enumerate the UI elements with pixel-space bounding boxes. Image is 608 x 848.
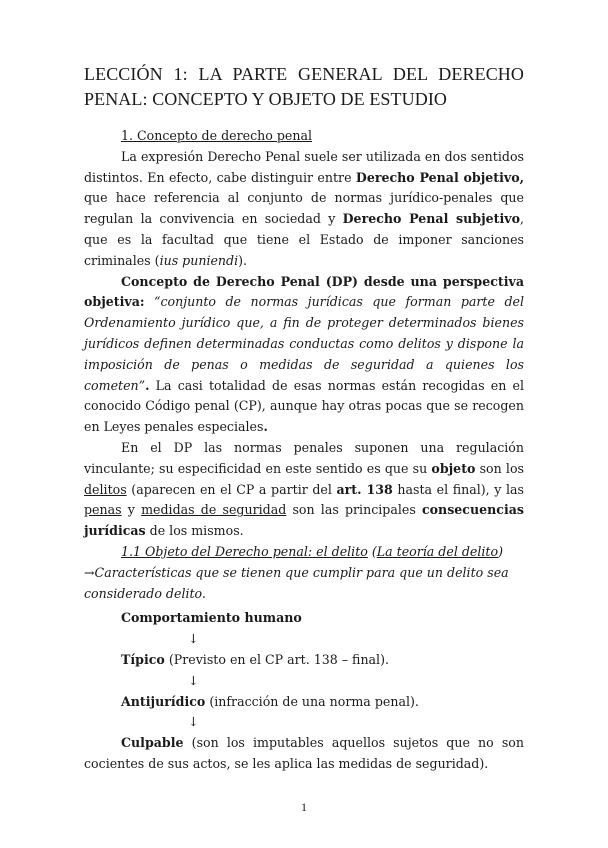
text-run: La casi totalidad de esas normas están recogidas en el conocido Código penal (CP), aunque hay otras pocas que se recogen en Leyes penales especiales — [84, 377, 524, 435]
subsection-description: →Características que se tienen que cumplir para que un delito sea considerado delito. — [84, 564, 509, 601]
text-run: (aparecen en el CP a partir del — [126, 481, 337, 497]
down-arrow-icon: ↓ — [188, 672, 199, 688]
section-1-heading: 1. Concepto de derecho penal — [121, 128, 312, 143]
step-unlawful — [84, 692, 524, 713]
bold-colon: : — [139, 294, 145, 310]
italic-term-ius-puniendi: ius puniendi — [159, 252, 239, 268]
step-label: Antijurídico — [121, 693, 206, 709]
down-arrow-icon: ↓ — [188, 631, 199, 647]
step-culpable — [84, 733, 524, 775]
step-label: Comportamiento humano — [121, 610, 302, 626]
document-body — [84, 126, 524, 775]
bold-term-objective: Derecho Penal objetivo, — [355, 169, 524, 185]
text-run: En el DP las normas penales suponen una regulación vinculante; su especificidad en este sentido es que su — [84, 439, 524, 476]
step-label: Culpable — [121, 735, 184, 751]
italic-definition-quote: “conjunto de normas jurídicas que forman parte del Ordenamiento jurídico que, a fin de proteger determinados bienes jurídicos definen determinadas conductas como delitos y dispone la imposición de penas o medidas de seguridad a quienes los cometen” — [84, 294, 524, 393]
bold-term-consequences: consecuencias jurídicas — [84, 502, 524, 539]
text-run: y — [121, 502, 142, 518]
section-heading — [84, 126, 524, 147]
step-label: Típico — [121, 651, 165, 667]
page-number: 1 — [301, 800, 307, 814]
text-run: son las principales — [286, 502, 422, 518]
underlined-term-delitos: delitos — [84, 481, 127, 497]
text-run: que hace referencia al conjunto de normas jurídico-penales que regulan la convivencia en sociedad y — [84, 190, 524, 227]
paragraph-definition — [84, 147, 524, 272]
step-desc: (son los imputables aquellos sujetos que no son cocientes de sus actos, se les aplica las medidas de seguridad). — [84, 735, 524, 771]
bold-term-subjective: Derecho Penal subjetivo — [342, 211, 520, 227]
subsection-1-1-heading: 1.1 Objeto del Derecho penal: el delito — [121, 543, 368, 559]
bold-concept-heading: Concepto de Derecho Penal (DP) desde una perspectiva objetiva — [84, 273, 524, 310]
underlined-term-penas: penas — [84, 502, 122, 518]
text-run: La expresión Derecho Penal suele ser utilizada en dos sentidos distintos. En efecto, cabe distinguir entre — [84, 148, 524, 185]
theory-of-crime-label: La teoría del delito — [376, 543, 499, 559]
step-typical — [84, 650, 524, 671]
text-run: ) — [498, 543, 503, 559]
step-behaviour — [84, 608, 524, 629]
subsection-heading — [84, 542, 524, 563]
text-run: , que es la facultad que tiene el Estado de imponer sanciones criminales ( — [84, 211, 524, 268]
text-run: de los mismos. — [145, 523, 244, 539]
text-run: son los — [475, 460, 524, 476]
bold-term-object: objeto — [431, 460, 476, 476]
bold-period: . — [145, 377, 150, 393]
bold-period: . — [263, 419, 268, 435]
paragraph-concept — [84, 272, 524, 438]
text-run: ). — [238, 252, 248, 268]
down-arrow-icon: ↓ — [188, 714, 199, 730]
step-desc: (Previsto en el CP art. 138 – final). — [164, 651, 390, 667]
bold-article-ref: art. 138 — [336, 481, 393, 497]
paragraph-object — [84, 438, 524, 542]
text-run: hasta el final), y las — [392, 481, 525, 497]
underlined-term-medidas: medidas de seguridad — [141, 502, 287, 518]
step-desc: (infracción de una norma penal). — [205, 693, 419, 709]
text-run: ( — [367, 543, 377, 559]
lesson-title: LECCIÓN 1: LA PARTE GENERAL DEL DERECHO PENAL: CONCEPTO Y OBJETO DE ESTUDIO — [84, 64, 524, 109]
